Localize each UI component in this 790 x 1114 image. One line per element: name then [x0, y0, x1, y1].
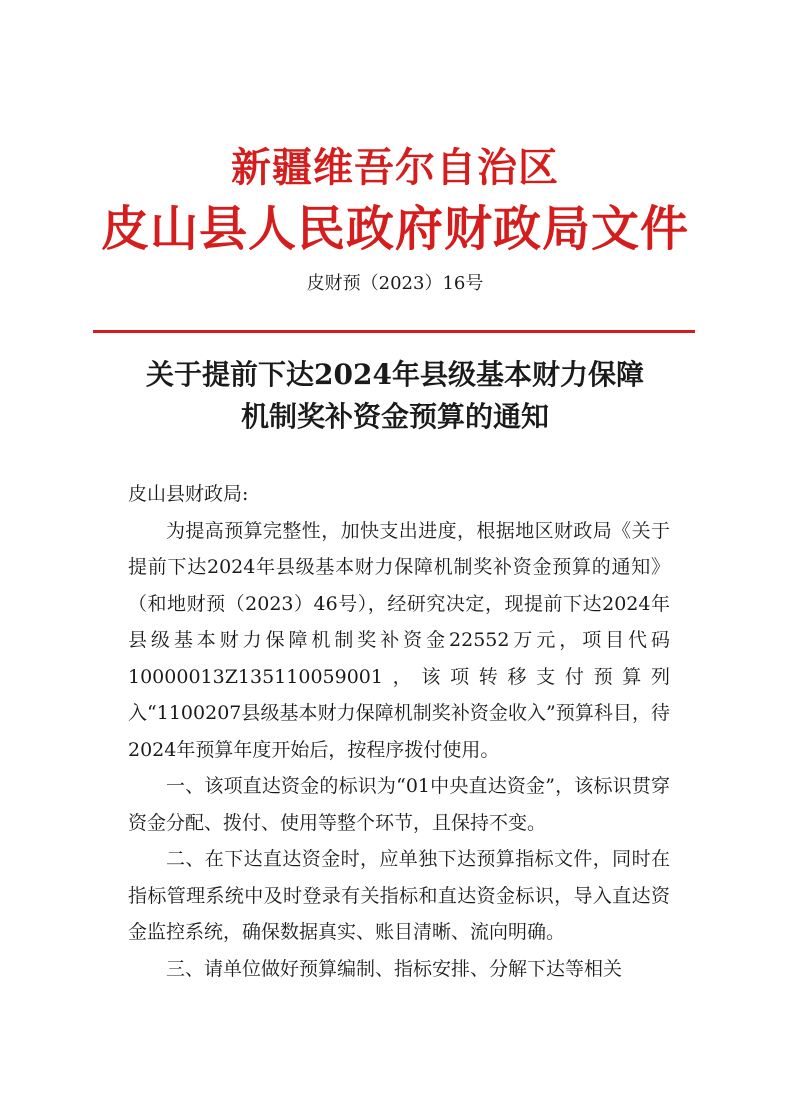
issuer-name: 皮山县人民政府财政局文件	[100, 201, 689, 257]
title-line-2: 机制奖补资金预算的通知	[240, 400, 549, 433]
issuer-region: 新疆维吾尔自治区	[231, 144, 559, 191]
document-title	[90, 354, 700, 438]
document-body	[128, 476, 670, 987]
body-paragraph: 一、该项直达资金的标识为“01中央直达资金”，该标识贯穿资金分配、拨付、使用等整个环节，且保持不变。	[128, 775, 670, 834]
title-line-1: 关于提前下达2024年县级基本财力保障	[146, 358, 644, 391]
body-paragraph: 为提高预算完整性，加快支出进度，根据地区财政局《关于提前下达2024年县级基本财力保障机制奖补资金预算的通知》（和地财预（2023）46号），经研究决定，现提前下达2024年县级基本财力保障机制奖补资金22552万元，项目代码10000013Z135110059001，该项转移支付预算列入“1100207县级基本财力保障机制奖补资金收入”预算科目，待2024年预算年度开始后，按程序拨付使用。	[128, 519, 670, 761]
body-paragraph: 三、请单位做好预算编制、指标安排、分解下达等相关	[166, 957, 623, 980]
body-paragraph: 二、在下达直达资金时，应单独下达预算指标文件，同时在指标管理系统中及时登录有关指标和直达资金标识，导入直达资金监控系统，确保数据真实、账目清晰、流向明确。	[128, 848, 670, 943]
header-divider	[93, 330, 695, 333]
document-number: 皮财预（2023）16号	[306, 273, 484, 294]
salutation: 皮山县财政局:	[128, 483, 249, 505]
